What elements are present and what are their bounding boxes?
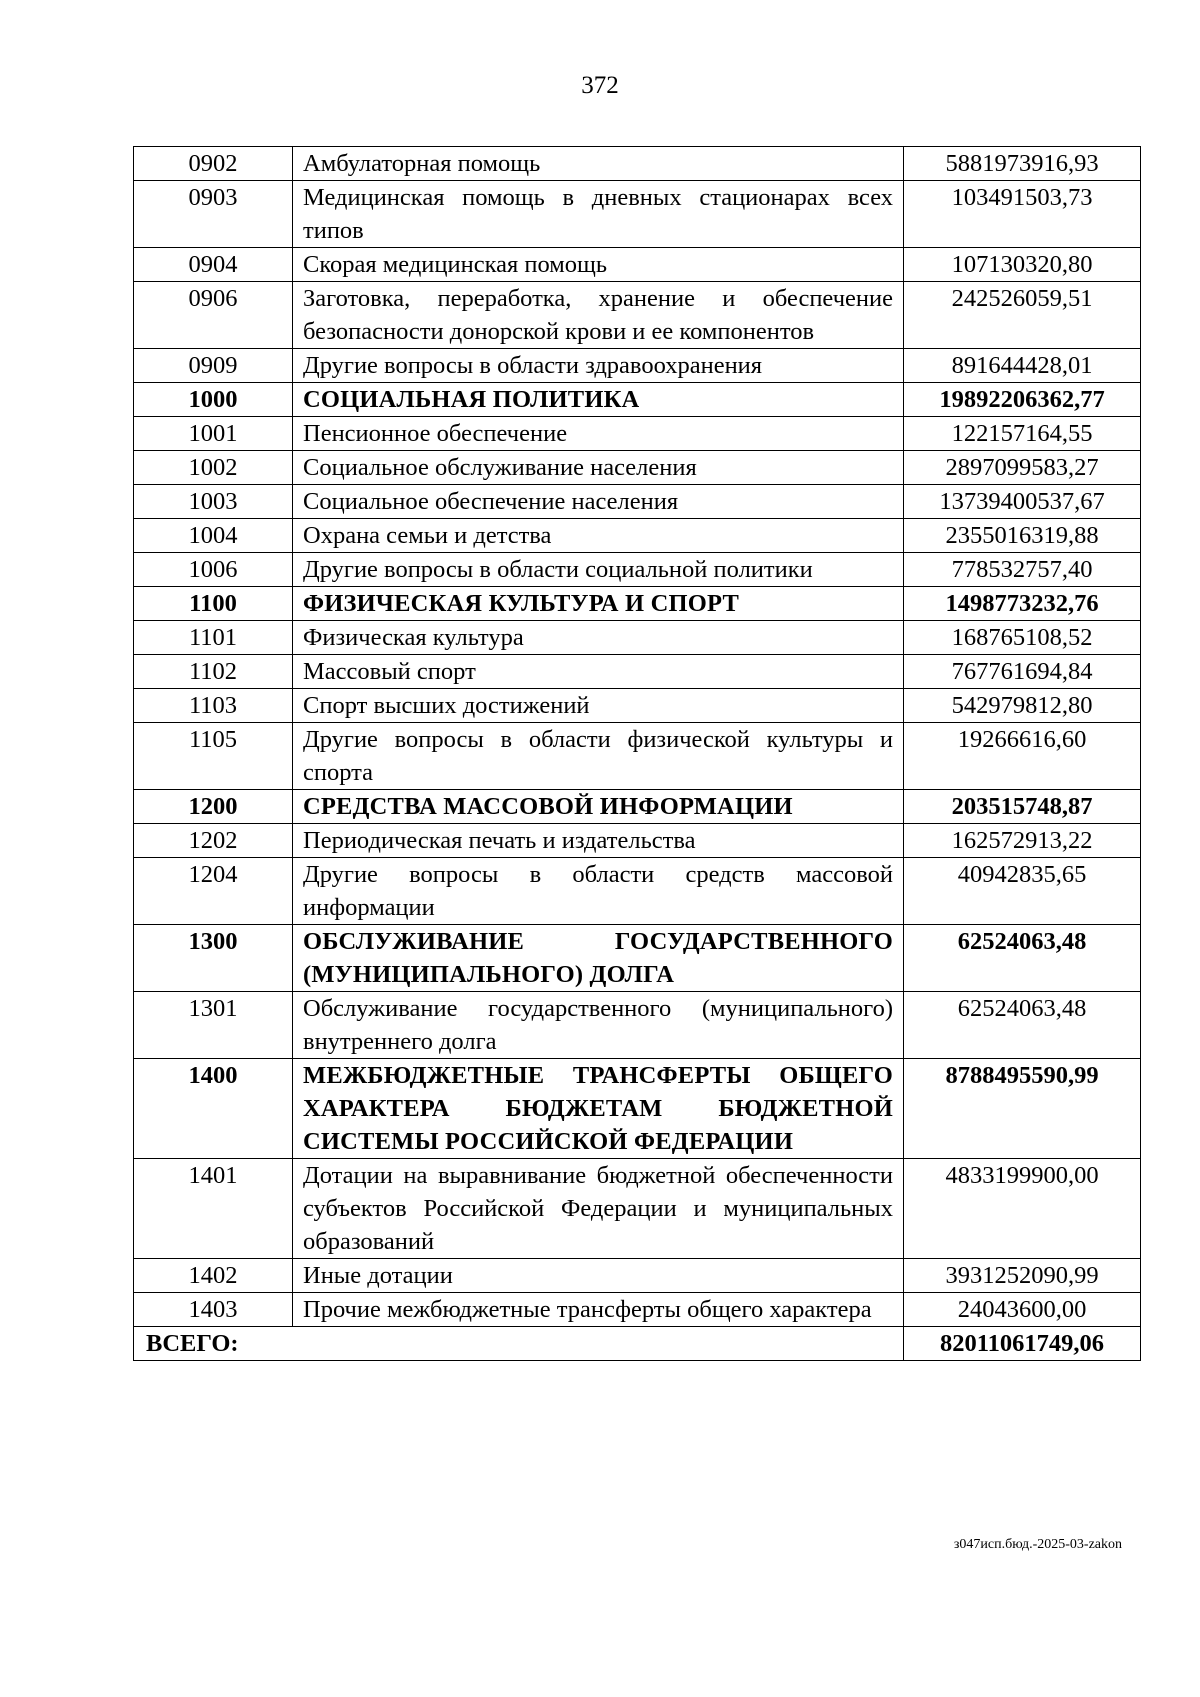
row-code: 1000	[134, 383, 293, 417]
table-row	[134, 485, 1141, 519]
row-code: 0902	[134, 147, 293, 181]
row-code: 1103	[134, 689, 293, 723]
table-row	[134, 1059, 1141, 1159]
table-row	[134, 282, 1141, 349]
table-row	[134, 723, 1141, 790]
row-amount: 40942835,65	[904, 858, 1141, 925]
row-code: 1402	[134, 1259, 293, 1293]
row-name: Заготовка, переработка, хранение и обеспечение безопасности донорской крови и ее компонентов	[293, 282, 904, 349]
table-row	[134, 824, 1141, 858]
table-row	[134, 147, 1141, 181]
document-code: з047исп.бюд.-2025-03-zakon	[953, 1537, 1122, 1552]
row-name: Социальное обеспечение населения	[293, 485, 904, 519]
row-amount: 3931252090,99	[904, 1259, 1141, 1293]
table-row	[134, 689, 1141, 723]
table-row	[134, 925, 1141, 992]
row-name: Другие вопросы в области социальной политики	[293, 553, 904, 587]
row-amount: 767761694,84	[904, 655, 1141, 689]
row-amount: 778532757,40	[904, 553, 1141, 587]
row-amount: 62524063,48	[904, 925, 1141, 992]
table-row	[134, 417, 1141, 451]
row-code: 1105	[134, 723, 293, 790]
row-amount: 891644428,01	[904, 349, 1141, 383]
total-label: ВСЕГО:	[134, 1327, 904, 1361]
table-row	[134, 553, 1141, 587]
row-name: Социальное обслуживание населения	[293, 451, 904, 485]
row-code: 1301	[134, 992, 293, 1059]
row-amount: 5881973916,93	[904, 147, 1141, 181]
row-amount: 242526059,51	[904, 282, 1141, 349]
row-code: 1004	[134, 519, 293, 553]
table-row	[134, 451, 1141, 485]
table-row	[134, 621, 1141, 655]
row-amount: 168765108,52	[904, 621, 1141, 655]
table-row	[134, 1159, 1141, 1259]
row-name: Физическая культура	[293, 621, 904, 655]
row-amount: 19892206362,77	[904, 383, 1141, 417]
row-name: Скорая медицинская помощь	[293, 248, 904, 282]
row-name: Обслуживание государственного (муниципального) внутреннего долга	[293, 992, 904, 1059]
row-name: ОБСЛУЖИВАНИЕ ГОСУДАРСТВЕННОГО (МУНИЦИПАЛЬНОГО) ДОЛГА	[293, 925, 904, 992]
row-amount: 103491503,73	[904, 181, 1141, 248]
table-row	[134, 1293, 1141, 1327]
table-row	[134, 655, 1141, 689]
total-amount: 82011061749,06	[904, 1327, 1141, 1361]
row-name: СОЦИАЛЬНАЯ ПОЛИТИКА	[293, 383, 904, 417]
row-code: 1001	[134, 417, 293, 451]
row-name: СРЕДСТВА МАССОВОЙ ИНФОРМАЦИИ	[293, 790, 904, 824]
row-name: Амбулаторная помощь	[293, 147, 904, 181]
table-row	[134, 383, 1141, 417]
table-row	[134, 992, 1141, 1059]
row-amount: 122157164,55	[904, 417, 1141, 451]
row-name: Прочие межбюджетные трансферты общего характера	[293, 1293, 904, 1327]
row-amount: 13739400537,67	[904, 485, 1141, 519]
budget-table	[133, 146, 1141, 1361]
row-code: 0906	[134, 282, 293, 349]
table-row	[134, 587, 1141, 621]
row-name: ФИЗИЧЕСКАЯ КУЛЬТУРА И СПОРТ	[293, 587, 904, 621]
row-amount: 1498773232,76	[904, 587, 1141, 621]
row-code: 1401	[134, 1159, 293, 1259]
row-name: Охрана семьи и детства	[293, 519, 904, 553]
row-code: 1002	[134, 451, 293, 485]
row-name: Пенсионное обеспечение	[293, 417, 904, 451]
row-code: 1200	[134, 790, 293, 824]
row-code: 1204	[134, 858, 293, 925]
row-amount: 2897099583,27	[904, 451, 1141, 485]
row-code: 1300	[134, 925, 293, 992]
row-code: 1006	[134, 553, 293, 587]
row-name: Медицинская помощь в дневных стационарах всех типов	[293, 181, 904, 248]
row-code: 1202	[134, 824, 293, 858]
table-row	[134, 790, 1141, 824]
row-amount: 107130320,80	[904, 248, 1141, 282]
row-name: Периодическая печать и издательства	[293, 824, 904, 858]
total-row	[134, 1327, 1141, 1361]
row-code: 0903	[134, 181, 293, 248]
row-code: 1102	[134, 655, 293, 689]
row-code: 1101	[134, 621, 293, 655]
row-amount: 62524063,48	[904, 992, 1141, 1059]
row-amount: 24043600,00	[904, 1293, 1141, 1327]
table-row	[134, 181, 1141, 248]
table-row	[134, 858, 1141, 925]
table-row	[134, 349, 1141, 383]
budget-table-body	[134, 147, 1141, 1361]
row-name: Другие вопросы в области здравоохранения	[293, 349, 904, 383]
table-row	[134, 1259, 1141, 1293]
row-name: Спорт высших достижений	[293, 689, 904, 723]
row-amount: 8788495590,99	[904, 1059, 1141, 1159]
page-number: 372	[581, 72, 619, 99]
row-amount: 542979812,80	[904, 689, 1141, 723]
row-amount: 162572913,22	[904, 824, 1141, 858]
row-name: Другие вопросы в области средств массовой информации	[293, 858, 904, 925]
row-amount: 4833199900,00	[904, 1159, 1141, 1259]
row-name: Иные дотации	[293, 1259, 904, 1293]
table-row	[134, 248, 1141, 282]
row-amount: 19266616,60	[904, 723, 1141, 790]
row-code: 1100	[134, 587, 293, 621]
row-code: 1003	[134, 485, 293, 519]
row-name: Дотации на выравнивание бюджетной обеспеченности субъектов Российской Федерации и муниципальных образований	[293, 1159, 904, 1259]
row-name: МЕЖБЮДЖЕТНЫЕ ТРАНСФЕРТЫ ОБЩЕГО ХАРАКТЕРА БЮДЖЕТАМ БЮДЖЕТНОЙ СИСТЕМЫ РОССИЙСКОЙ ФЕДЕРАЦИИ	[293, 1059, 904, 1159]
row-code: 0909	[134, 349, 293, 383]
row-name: Массовый спорт	[293, 655, 904, 689]
row-amount: 203515748,87	[904, 790, 1141, 824]
row-name: Другие вопросы в области физической культуры и спорта	[293, 723, 904, 790]
row-code: 1400	[134, 1059, 293, 1159]
row-code: 1403	[134, 1293, 293, 1327]
row-code: 0904	[134, 248, 293, 282]
row-amount: 2355016319,88	[904, 519, 1141, 553]
table-row	[134, 519, 1141, 553]
